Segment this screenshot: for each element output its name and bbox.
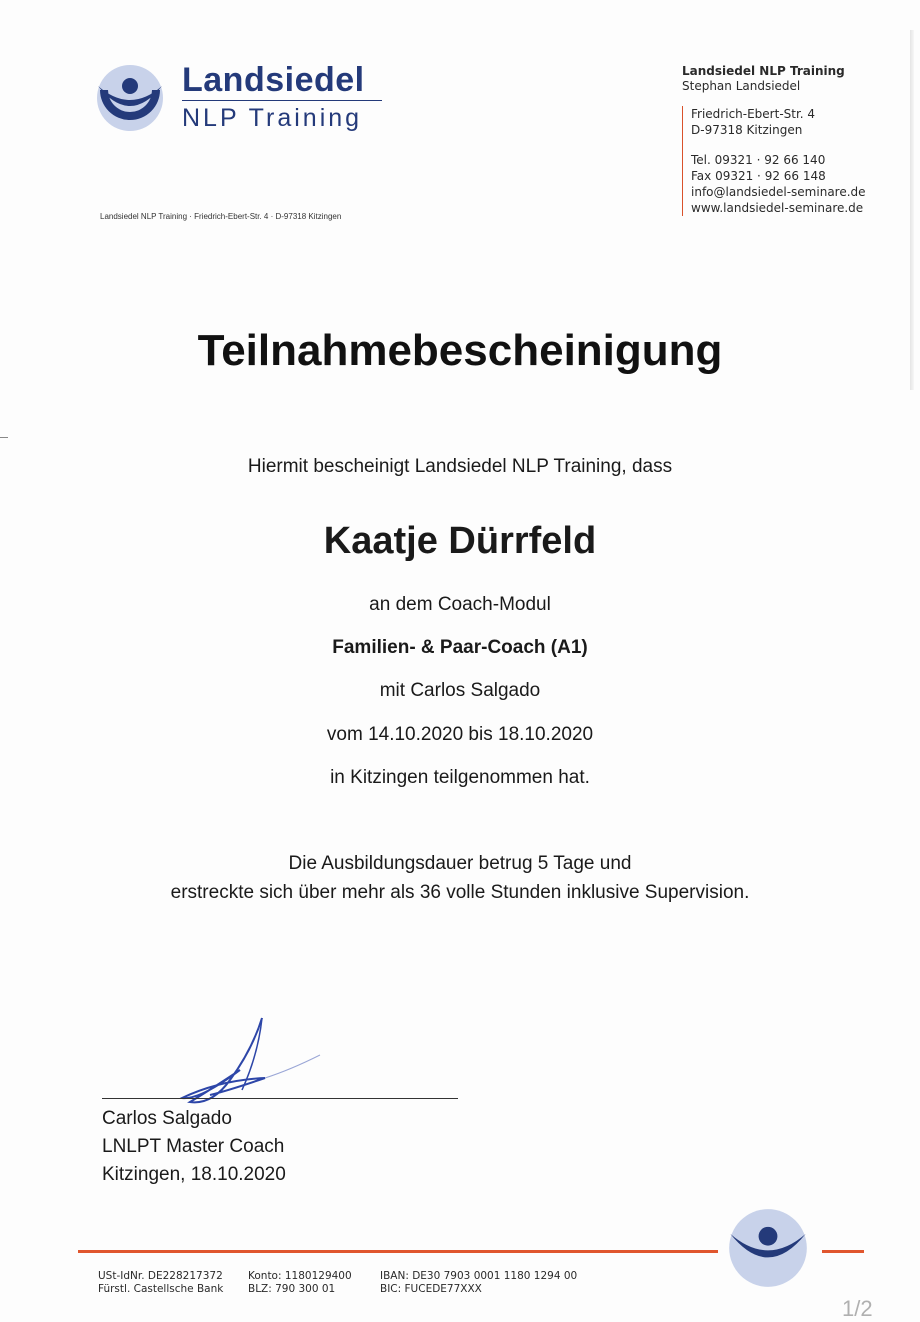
footer-ust: USt-IdNr. DE228217372: [98, 1270, 223, 1282]
page-indicator: 1/2: [842, 1296, 873, 1321]
footer-bic: BIC: FUCEDE77XXX: [380, 1283, 482, 1295]
contact-info: [682, 64, 866, 215]
contact-street: Friedrich-Ebert-Str. 4: [691, 107, 816, 121]
footer-iban-bic: [380, 1270, 577, 1296]
participant-name: Kaatje Dürrfeld: [323, 520, 597, 562]
footer-konto: Konto: 1180129400: [248, 1270, 352, 1282]
signature-scribble: [170, 1010, 340, 1110]
date-range: vom 14.10.2020 bis 18.10.2020: [326, 724, 594, 745]
intro-text: Hiermit bescheinigt Landsiedel NLP Training, dass: [247, 456, 673, 477]
contact-person: Stephan Landsiedel: [682, 79, 801, 93]
logo-subtitle: NLP Training: [182, 104, 363, 132]
contact-fax: Fax 09321 · 92 66 148: [691, 169, 826, 183]
footer-account: [248, 1270, 352, 1296]
contact-tel: Tel. 09321 · 92 66 140: [691, 153, 826, 167]
course-title: Familien- & Paar-Coach (A1): [332, 637, 588, 658]
edge-mark: [0, 437, 8, 438]
contact-address-block: [682, 106, 881, 216]
sign-place-date: Kitzingen, 18.10.2020: [102, 1164, 286, 1185]
logo-divider: [182, 100, 382, 101]
contact-org: Landsiedel NLP Training: [682, 64, 845, 78]
landsiedel-logo-icon: [96, 64, 164, 132]
certificate-title: Teilnahmebescheinigung: [197, 326, 723, 375]
signer-role: LNLPT Master Coach: [102, 1136, 285, 1157]
duration-line-2: erstreckte sich über mehr als 36 volle Stunden inklusive Supervision.: [170, 882, 750, 903]
logo-wordmark: [182, 60, 382, 133]
sender-line: Landsiedel NLP Training · Friedrich-Ebert-Str. 4 · D-97318 Kitzingen: [100, 212, 342, 221]
footer-iban: IBAN: DE30 7903 0001 1180 1294 00: [380, 1270, 578, 1282]
footer-bank: Fürstl. Castellsche Bank: [98, 1283, 224, 1295]
location-text: in Kitzingen teilgenommen hat.: [330, 767, 590, 788]
contact-web: www.landsiedel-seminare.de: [691, 201, 864, 215]
footer-blz: BLZ: 790 300 01: [248, 1283, 336, 1295]
contact-city: D-97318 Kitzingen: [691, 123, 803, 137]
footer-divider-right: [822, 1250, 864, 1253]
footer-divider: [78, 1250, 718, 1253]
logo-brand: Landsiedel: [182, 61, 365, 99]
duration-line-1: Die Ausbildungsdauer betrug 5 Tage und: [288, 853, 632, 874]
signature-line: [102, 1098, 458, 1099]
module-intro: an dem Coach-Modul: [369, 594, 551, 615]
landsiedel-logo-icon: [728, 1208, 808, 1288]
scroll-edge: [910, 30, 914, 390]
contact-email: info@landsiedel-seminare.de: [691, 185, 866, 199]
footer-tax-bank: [98, 1270, 223, 1296]
signer-name: Carlos Salgado: [102, 1108, 232, 1129]
trainer-text: mit Carlos Salgado: [379, 680, 541, 701]
